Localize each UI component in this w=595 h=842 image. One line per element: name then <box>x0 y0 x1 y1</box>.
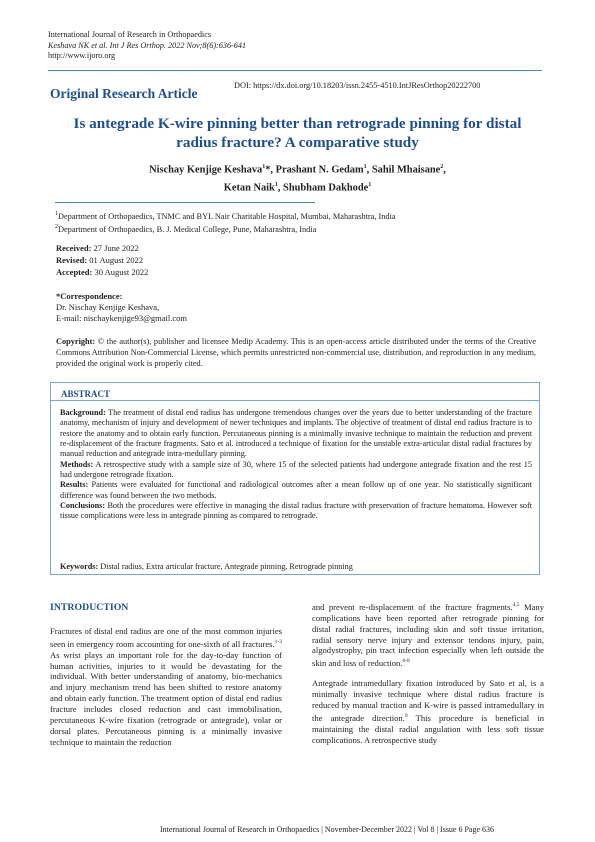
body-column-right <box>312 600 544 745</box>
title-line-1: Is antegrade K-wire pinning better than retrograde pinning for distal <box>73 115 522 132</box>
copyright-label: Copyright: <box>56 337 96 346</box>
intro-paragraph-2: Antegrade intramedullary fixation introduced by Sato et al, is a minimally invasive technique where distal radius fracture is reduced by manual traction and K-wire is passed intramedullary in the antegrade direction.$^9$ This procedure is beneficial in maintaining the distal radial angulation with less soft tissue complications. A retrospective study <box>312 678 544 745</box>
title-line-2: radius fracture? A comparative study <box>176 134 419 151</box>
intro-paragraph-1-cont: and prevent re-displacement of the fracture fragments.$^{4,5}$ Many complications have been reported after retrograde pinning for distal radial fractures, including skin and soft tissue irritation, radial sensory nerve injury and extensor tendons injury, pain, algodystrophy, pin tract infection especially when left outside the skin and loss of reduction.$^{6-8}$ <box>312 601 544 669</box>
author-4: Ketan Naik <box>223 182 275 194</box>
received-date: Received: 27 June 2022 <box>56 243 139 253</box>
abstract-title: ABSTRACT <box>61 389 111 399</box>
article-type: Original Research Article <box>50 86 198 101</box>
copyright-notice <box>56 337 536 369</box>
accepted-date: Accepted: 30 August 2022 <box>56 266 149 277</box>
abstract-conclusions: Conclusions: Both the procedures were effective in managing the distal radius fracture with preservation of fracture hematoma. However soft tissue complications were less in antegrade pinning as compared to retrograde. <box>60 501 532 521</box>
abstract-methods: Methods: A retrospective study with a sample size of 30, where 15 of the selected patients had undergone antegrade fixation and the rest 15 had undergone retrograde fixation. <box>60 459 532 480</box>
page-footer: International Journal of Research in Orthopaedics | November-December 2022 | Vol 8 | Issue 6 Page 636 <box>160 825 495 834</box>
author-2: Prashant N. Gedam <box>275 164 364 176</box>
keywords <box>60 562 532 571</box>
affiliation-1: $^1$Department of Orthopaedics, TNMC and BYL Nair Charitable Hospital, Mumbai, Maharashtra, India <box>55 211 396 221</box>
author-2-affil: 1 <box>363 164 367 170</box>
author-5: Shubham Dakhode <box>283 182 369 194</box>
citation: Keshava NK et al. Int J Res Orthop. 2022 Nov;8(6):636-641 <box>48 40 247 50</box>
article-title <box>40 114 555 152</box>
affiliation-rule <box>55 202 315 203</box>
corresponding-mark: * <box>265 164 271 176</box>
author-3: Sahil Mhaisane <box>371 164 441 176</box>
author-4-affil: 1 <box>274 181 278 188</box>
affiliation-2: $^2$Department of Orthopaedics, B. J. Medical College, Pune, Maharashtra, India <box>55 224 317 235</box>
header-rule <box>48 70 542 71</box>
author-1: Nischay Kenjige Keshava <box>149 164 263 176</box>
author-3-affil: 2 <box>440 164 444 170</box>
journal-name: International Journal of Research in Orthopaedics <box>48 30 212 39</box>
body-column-left <box>50 626 282 748</box>
copyright-text: © the author(s), publisher and licensee Medip Academy. This is an open-access article distributed under the terms of the Creative Commons Attribution Non-Commercial License, which permits unrestricted non-commercial use, distribution, and reproduction in any medium, provided the original work is properly cited. <box>56 337 536 368</box>
abstract-results: Results: Patients were evaluated for functional and radiological outcomes after a mean follow up of one year. No statistically significant difference was found between the two methods. <box>60 480 532 500</box>
author-list: Nischay Kenjige Keshava$^1$*, Prashant N. Gedam$^1$, Sahil Mhaisane$^2$, Ketan Naik$^1$, Shubham Dakhode$^1$ <box>149 164 446 194</box>
article-dates <box>56 243 148 278</box>
introduction-heading: INTRODUCTION <box>50 602 129 613</box>
correspondence-name: Dr. Nischay Kenjige Keshava, <box>56 302 160 313</box>
revised-date: Revised: 01 August 2022 <box>56 254 144 265</box>
abstract-body <box>60 408 532 522</box>
correspondence-email[interactable]: E-mail: nischaykenjige93@gmail.com <box>56 313 188 324</box>
intro-paragraph-1: Fractures of distal end radius are one of the most common injuries seen in emergency room accounting for one-sixth of all fractures.$^{1-3}$ As wrist plays an important role for the day-to-day function of human activities, injuries to it would be devastating for the individual. With better understanding of anatomy, bio-mechanics and injury mechanism trend has been shifted to restore anatomy and obtain early function. The treatment option of distal end radius fracture includes closed reduction and cast immobilisation, percutaneous K-wire fixation (retrograde or antegrade), volar or dorsal plates. Percutaneous pinning is a minimally invasive technique to maintain the reduction <box>50 626 282 747</box>
affiliations <box>55 209 396 236</box>
author-1-affil: 1 <box>262 164 266 170</box>
author-5-affil: 1 <box>368 181 372 188</box>
running-header <box>48 30 246 62</box>
abstract-divider <box>51 400 539 401</box>
keywords-label: Keywords: <box>60 562 99 571</box>
abstract-background: Background: The treatment of distal end radius has undergone tremendous changes over the years due to better understanding of the fracture anatomy, mechanism of injury and development of newer techniques and implants. The objective of treatment of distal end radius fracture is to restore the anatomy and to obtain early function. Percutaneous pinning is a minimally invasive technique to maintain the reduction and prevent re-displacement of the fracture fragments. Sato et al. introduced a technique of fixation for the unstable extra-articular distal radial fractures by manual reduction and antegrade intra-medullary pinning. <box>60 408 532 459</box>
journal-url[interactable]: http://www.ijoro.org <box>48 51 116 60</box>
correspondence <box>56 291 187 325</box>
keywords-text: Distal radius, Extra articular fracture, Antegrade pinning, Retrograde pinning <box>100 562 353 571</box>
correspondence-label: *Correspondence: <box>56 291 123 301</box>
doi-link[interactable]: DOI: https://dx.doi.org/10.18203/issn.2455-4510.IntJResOrthop20222700 <box>234 81 481 90</box>
